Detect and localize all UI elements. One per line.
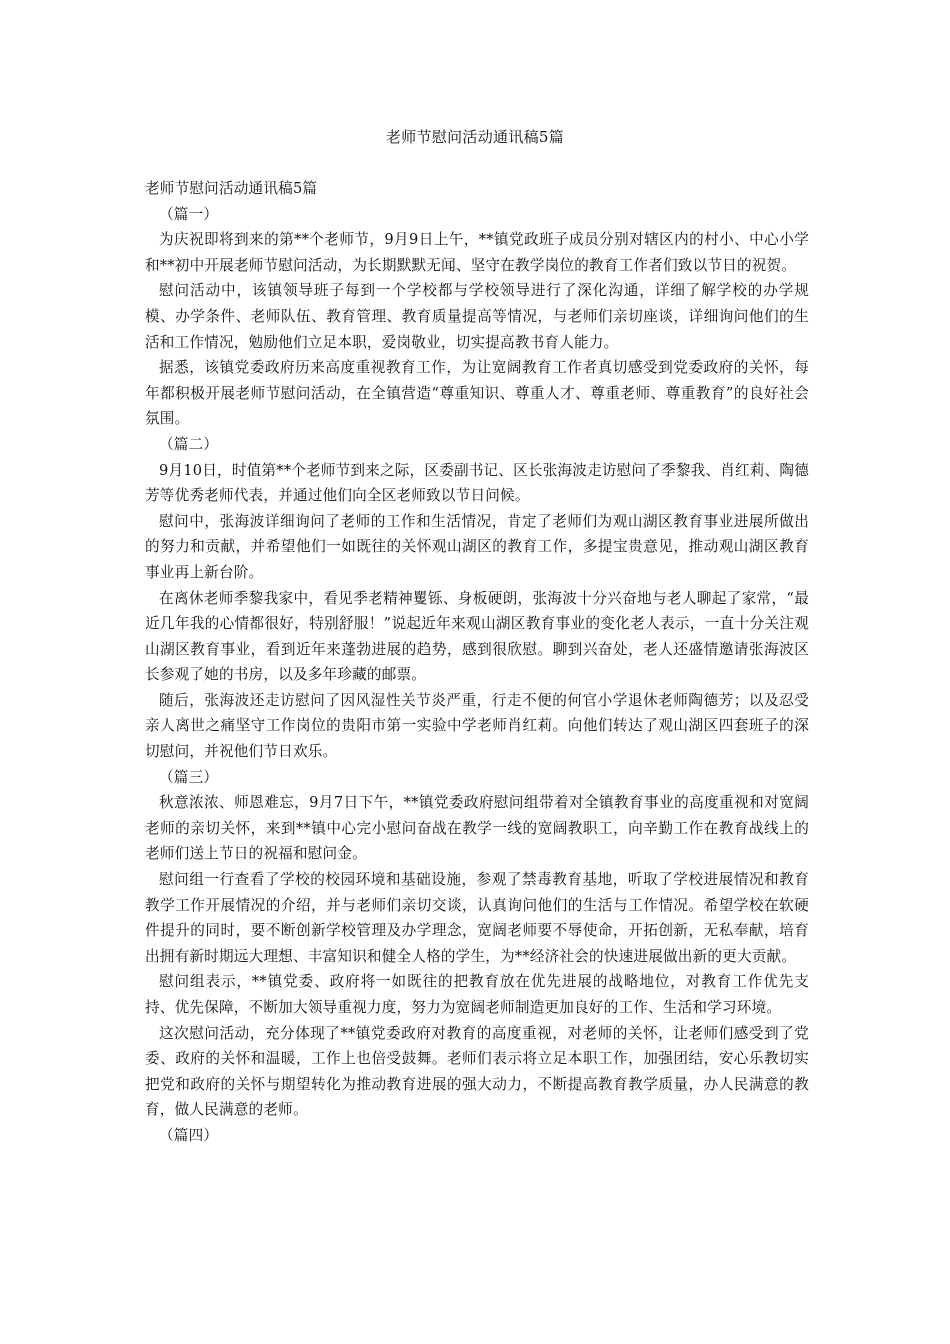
paragraph: 9月10日，时值第**个老师节到来之际，区委副书记、区长张海波走访慰问了季黎我、肖红莉、陶德芳等优秀老师代表，并通过他们向全区老师致以节日问候。 bbox=[145, 461, 809, 505]
paragraph: 据悉，该镇党委政府历来高度重视教育工作，为让宽阔教育工作者真切感受到党委政府的关怀，每年都积极开展老师节慰问活动，在全镇营造“尊重知识、尊重人才、尊重老师、尊重教育”的良好社会氛围。 bbox=[145, 359, 809, 428]
document-subtitle: 老师节慰问活动通讯稿5篇 bbox=[145, 180, 318, 197]
paragraph: 慰问活动中，该镇领导班子每到一个学校都与学校领导进行了深化沟通，详细了解学校的办学规模、办学条件、老师队伍、教育管理、教育质量提高等情况，与老师们亲切座谈，详细询问他们的生活和工作情况，勉励他们立足本职，爱岗敬业，切实提高教书育人能力。 bbox=[145, 282, 809, 351]
paragraph: 慰问中，张海波详细询问了老师的工作和生活情况，肯定了老师们为观山湖区教育事业进展所做出的努力和贡献，并希望他们一如既往的关怀观山湖区的教育工作，多提宝贵意见，推动观山湖区教育事业再上新台阶。 bbox=[145, 512, 809, 581]
paragraph: 为庆祝即将到来的第**个老师节，9月9日上午，**镇党政班子成员分别对辖区内的村小、中心小学和**初中开展老师节慰问活动，为长期默默无闻、坚守在教学岗位的教育工作者们致以节日的祝贺。 bbox=[145, 231, 809, 274]
document-title: 老师节慰问活动通讯稿5篇 bbox=[385, 128, 565, 146]
document-body bbox=[145, 176, 809, 1149]
section-heading-2: （篇二） bbox=[159, 435, 219, 453]
section-heading-1: （篇一） bbox=[159, 205, 219, 223]
section-heading-3: （篇三） bbox=[159, 768, 219, 786]
paragraph: 慰问组一行查看了学校的校园环境和基础设施，参观了禁毒教育基地，听取了学校进展情况和教育教学工作开展情况的介绍，并与老师们亲切交谈，认真询问他们的生活与工作情况。希望学校在软硬件提升的同时，要不断创新学校管理及办学理念，宽阔老师要不辱使命，开拓创新，无私奉献，培育出拥有新时期远大理想、丰富知识和健全人格的学生，为**经济社会的快速进展做出新的更大贡献。 bbox=[145, 871, 809, 965]
paragraph: 这次慰问活动，充分体现了**镇党委政府对教育的高度重视，对老师的关怀，让老师们感受到了党委、政府的关怀和温暖，工作上也倍受鼓舞。老师们表示将立足本职工作，加强团结，安心乐教切实把党和政府的关怀与期望转化为推动教育进展的强大动力，不断提高教育教学质量，办人民满意的教育，做人民满意的老师。 bbox=[145, 1024, 809, 1119]
paragraph: 慰问组表示，**镇党委、政府将一如既往的把教育放在优先进展的战略地位，对教育工作优先支持、优先保障，不断加大领导重视力度，努力为宽阔老师制造更加良好的工作、生活和学习环境。 bbox=[145, 973, 809, 1016]
paragraph: 随后，张海波还走访慰问了因风湿性关节炎严重，行走不便的何官小学退休老师陶德芳；以及忍受亲人离世之痛坚守工作岗位的贵阳市第一实验中学老师肖红莉。向他们转达了观山湖区四套班子的深切慰问，并祝他们节日欢乐。 bbox=[145, 691, 809, 761]
paragraph: 秋意浓浓、师恩难忘，9月7日下午，**镇党委政府慰问组带着对全镇教育事业的高度重视和对宽阔老师的亲切关怀，来到**镇中心完小慰问奋战在教学一线的宽阔教职工，向辛勤工作在教育战线上的老师们送上节日的祝福和慰问金。 bbox=[145, 794, 809, 863]
section-heading-4: （篇四） bbox=[159, 1126, 219, 1144]
paragraph: 在离休老师季黎我家中，看见季老精神矍铄、身板硬朗，张海波十分兴奋地与老人聊起了家常，“最近几年我的心情都很好，特别舒服！”说起近年来观山湖区教育事业的变化老人表示，一直十分关注观山湖区教育事业，看到近年来蓬勃进展的趋势，感到很欣慰。聊到兴奋处，老人还盛情邀请张海波区长参观了她的书房，以及多年珍藏的邮票。 bbox=[145, 589, 809, 684]
